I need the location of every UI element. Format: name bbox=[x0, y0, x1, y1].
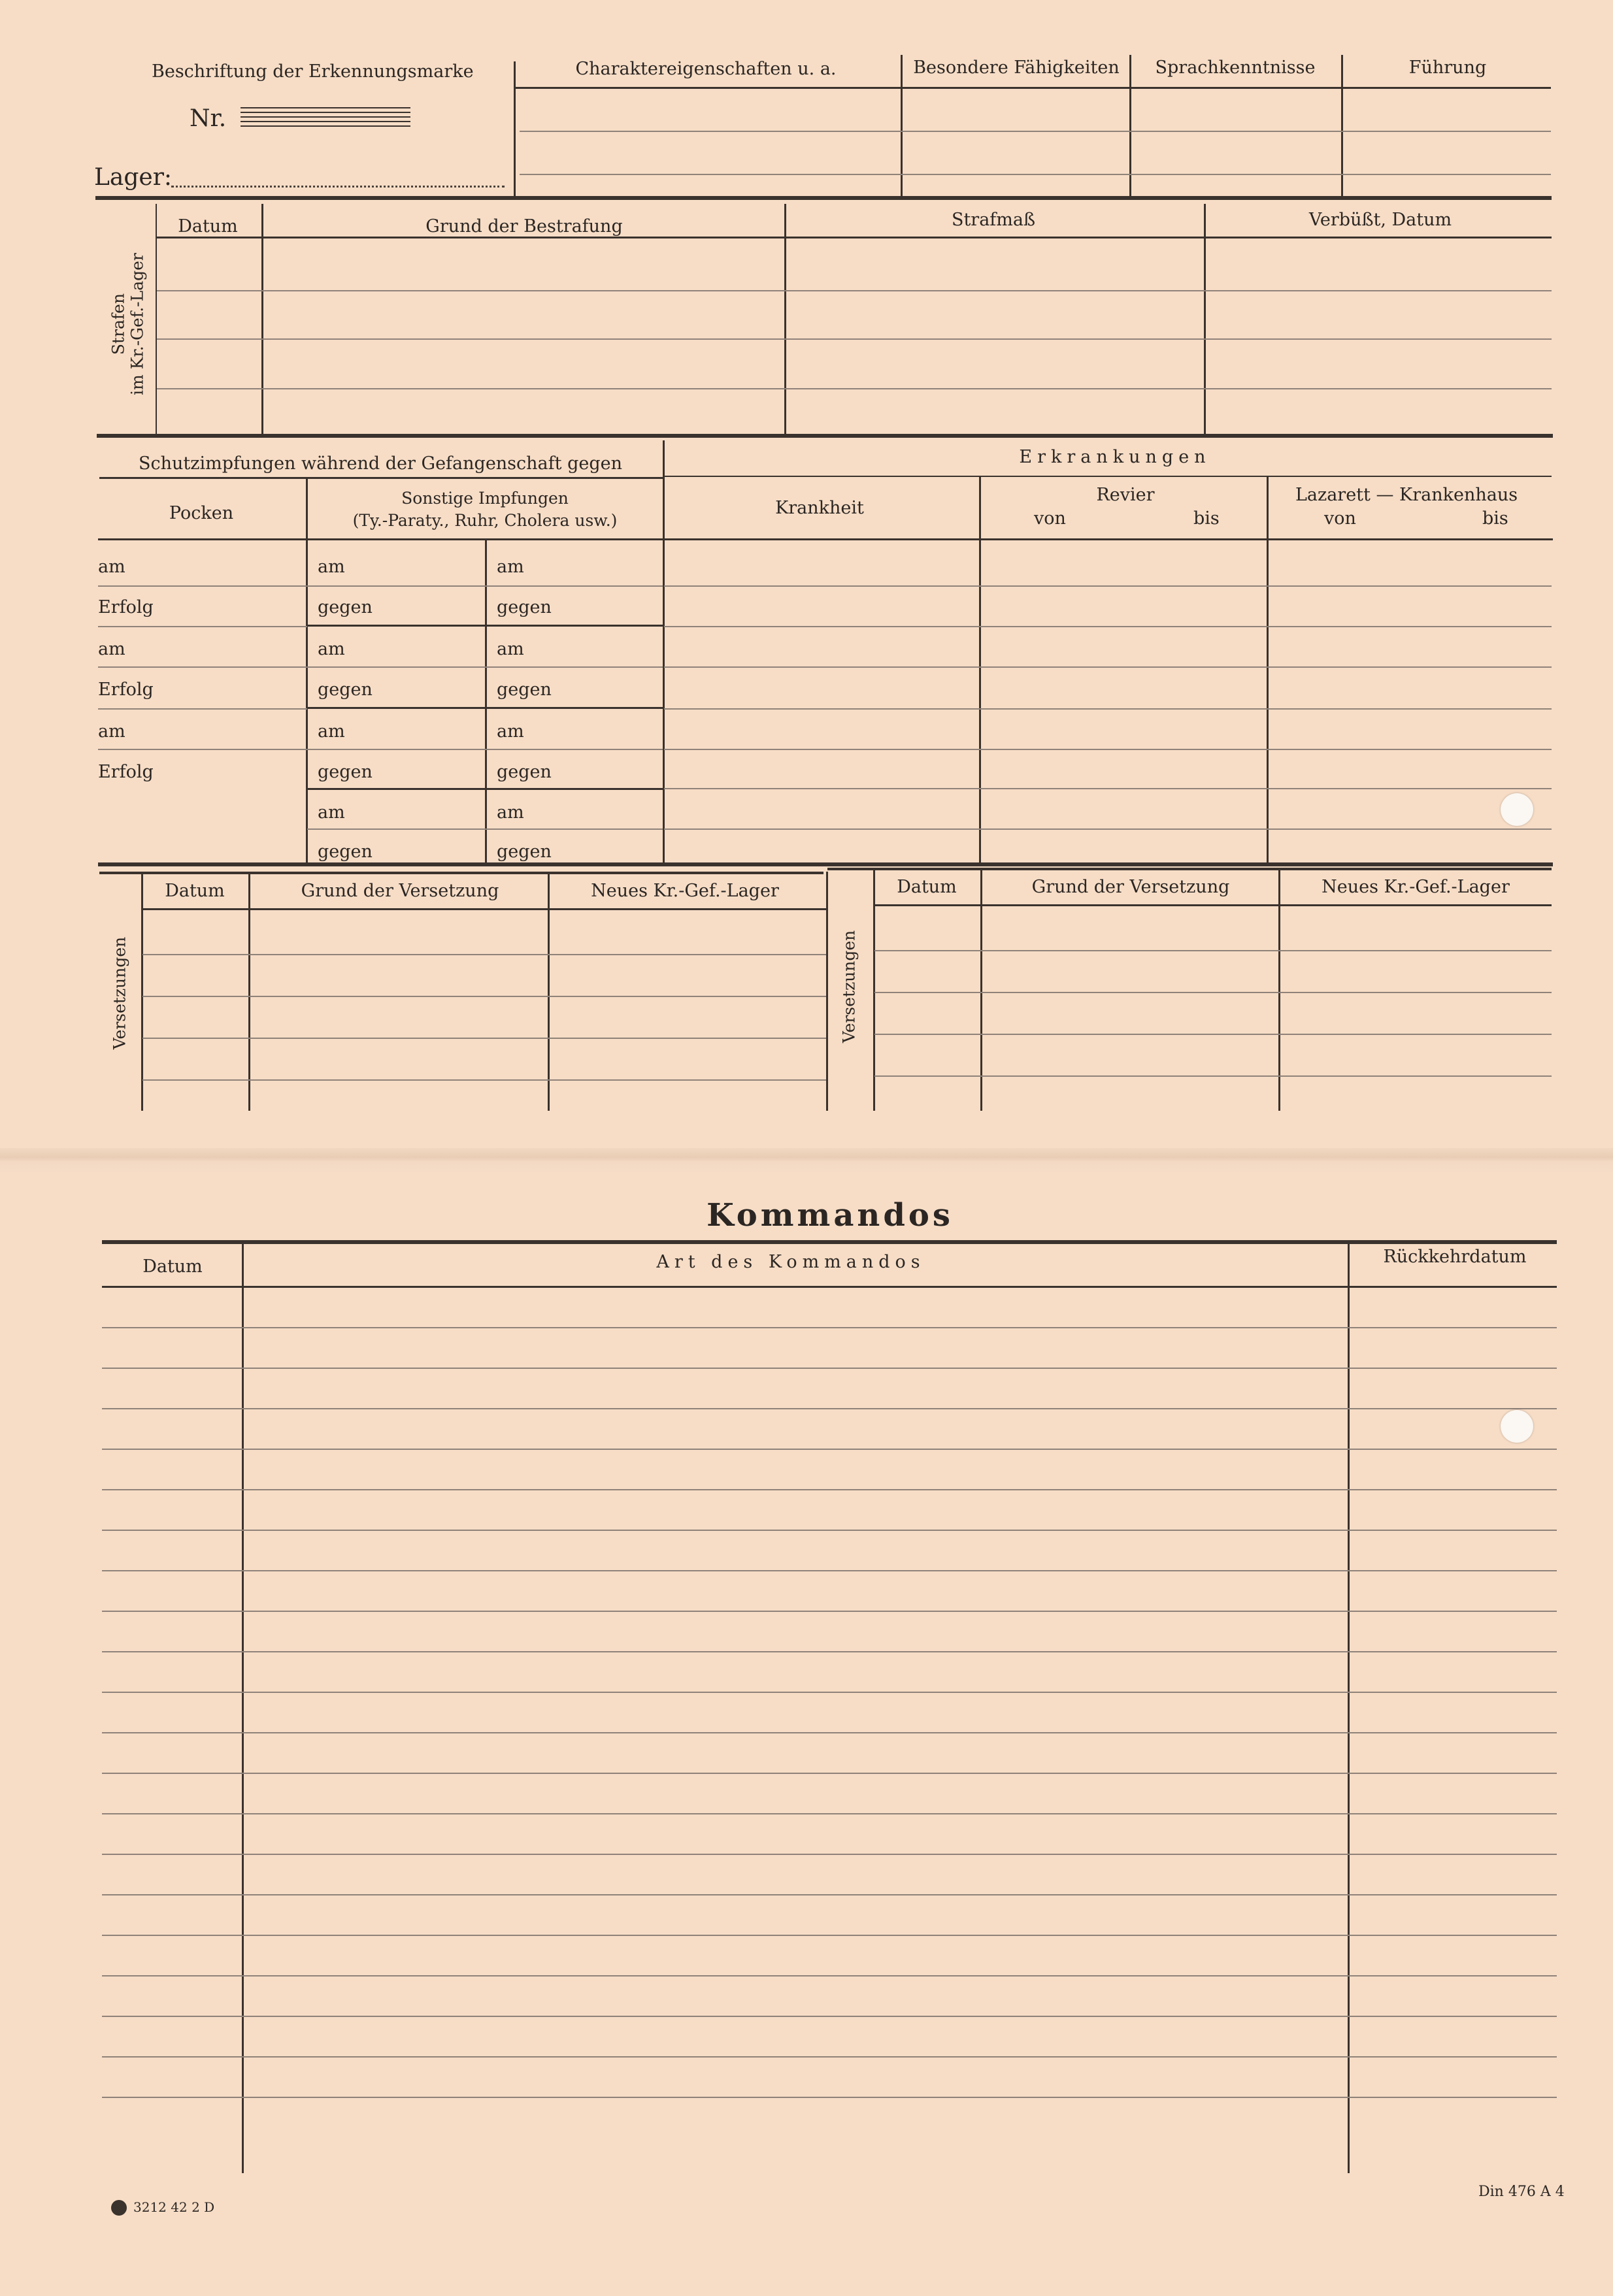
sonstige-b-am-1: am bbox=[497, 557, 524, 577]
kommandos-rueckkehr: Rückkehrdatum bbox=[1383, 1247, 1527, 1267]
vers-left-grund: Grund der Versetzung bbox=[301, 881, 499, 901]
lazarett-von: von bbox=[1324, 508, 1356, 529]
krankheit-header: Krankheit bbox=[775, 498, 864, 518]
kommandos-title: Kommandos bbox=[707, 1197, 954, 1234]
sonstige-header-2: (Ty.-Paraty., Ruhr, Cholera usw.) bbox=[352, 511, 618, 530]
col-faehigkeiten: Besondere Fähigkeiten bbox=[913, 57, 1120, 78]
sonstige-b-gegen-3: gegen bbox=[497, 762, 552, 782]
vers-right-datum: Datum bbox=[897, 877, 957, 897]
pocken-row-am-2: am bbox=[98, 639, 125, 659]
sonstige-b-gegen-2: gegen bbox=[497, 680, 552, 700]
strafen-verbuesst: Verbüßt, Datum bbox=[1308, 210, 1452, 230]
strafen-datum: Datum bbox=[178, 216, 238, 237]
versetzungen-side-label-left: Versetzungen bbox=[110, 936, 129, 1050]
punch-hole-upper bbox=[1501, 793, 1533, 826]
sonstige-a-am-4: am bbox=[318, 802, 345, 823]
pocken-header: Pocken bbox=[169, 503, 234, 523]
print-mark-icon bbox=[111, 2200, 127, 2216]
erkrankungen-title: Erkrankungen bbox=[1019, 447, 1211, 467]
sonstige-a-gegen-1: gegen bbox=[318, 597, 373, 617]
pocken-row-erfolg-2: Erfolg bbox=[98, 680, 154, 700]
sonstige-b-gegen-1: gegen bbox=[497, 597, 552, 617]
sonstige-b-am-4: am bbox=[497, 802, 524, 823]
kommandos-datum: Datum bbox=[142, 1256, 203, 1277]
col-sprachen: Sprachkenntnisse bbox=[1155, 57, 1316, 78]
lager-field[interactable] bbox=[171, 186, 505, 188]
sonstige-a-gegen-4: gegen bbox=[318, 842, 373, 862]
sonstige-a-gegen-2: gegen bbox=[318, 680, 373, 700]
kommandos-rows bbox=[102, 1288, 1557, 2131]
vers-right-lager: Neues Kr.-Gef.-Lager bbox=[1322, 877, 1510, 897]
strafen-strafmass: Strafmaß bbox=[951, 210, 1036, 230]
lager-label: Lager: bbox=[94, 164, 173, 191]
tag-title: Beschriftung der Erkennungsmarke bbox=[152, 61, 474, 82]
sonstige-a-gegen-3: gegen bbox=[318, 762, 373, 782]
lazarett-bis: bis bbox=[1482, 508, 1508, 529]
revier-von: von bbox=[1034, 508, 1066, 529]
kommandos-art: Art des Kommandos bbox=[656, 1252, 925, 1272]
sonstige-b-am-2: am bbox=[497, 639, 524, 659]
impf-title: Schutzimpfungen während der Gefangenschaft gegen bbox=[139, 453, 622, 474]
pocken-row-am-3: am bbox=[98, 721, 125, 742]
sonstige-a-am-1: am bbox=[318, 557, 345, 577]
sonstige-a-am-3: am bbox=[318, 721, 345, 742]
sonstige-b-am-3: am bbox=[497, 721, 524, 742]
pocken-row-am-1: am bbox=[98, 557, 125, 577]
sonstige-header-1: Sonstige Impfungen bbox=[401, 489, 569, 508]
revier-bis: bis bbox=[1193, 508, 1220, 529]
pocken-row-erfolg-1: Erfolg bbox=[98, 597, 154, 617]
vers-left-lager: Neues Kr.-Gef.-Lager bbox=[591, 881, 779, 901]
versetzungen-side-label-right: Versetzungen bbox=[839, 930, 859, 1043]
lazarett-header: Lazarett — Krankenhaus bbox=[1295, 485, 1518, 505]
nr-label: Nr. bbox=[190, 105, 227, 132]
revier-header: Revier bbox=[1096, 485, 1155, 505]
print-code: 3212 42 2 D bbox=[133, 2199, 215, 2215]
sonstige-a-am-2: am bbox=[318, 639, 345, 659]
nr-field[interactable] bbox=[241, 107, 410, 129]
punch-hole-lower bbox=[1501, 1410, 1533, 1443]
strafen-grund: Grund der Bestrafung bbox=[425, 216, 623, 237]
din-label: Din 476 A 4 bbox=[1478, 2184, 1565, 2200]
strafen-side-label: Strafen im Kr.-Gef.-Lager bbox=[108, 253, 146, 395]
sonstige-b-gegen-4: gegen bbox=[497, 842, 552, 862]
vers-left-datum: Datum bbox=[165, 881, 225, 901]
pocken-row-erfolg-3: Erfolg bbox=[98, 762, 154, 782]
vers-right-grund: Grund der Versetzung bbox=[1031, 877, 1230, 897]
col-charakter: Charaktereigenschaften u. a. bbox=[575, 59, 837, 79]
col-fuehrung: Führung bbox=[1408, 57, 1487, 78]
paper-fold bbox=[0, 1148, 1613, 1172]
